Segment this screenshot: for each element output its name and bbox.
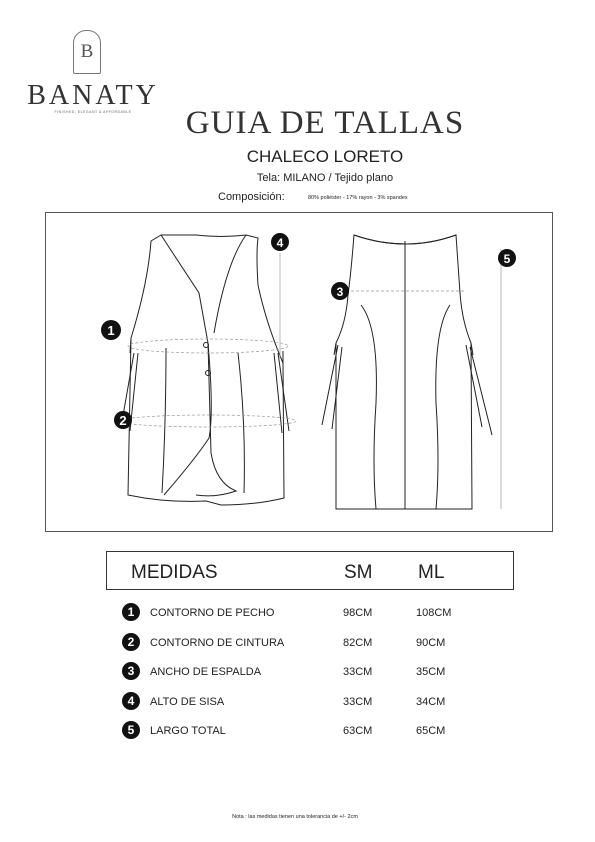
marker-3-label: 3: [336, 285, 344, 299]
product-name: CHALECO LORETO: [246, 147, 404, 166]
row-number-badge: 2: [122, 633, 140, 651]
composition-label: Composición:: [218, 191, 285, 203]
row-number-badge: 1: [122, 603, 140, 621]
tolerance-note: Nota : las medidas tienen una tolerancia de +/- 2cm: [232, 814, 358, 820]
header-measures: MEDIDAS: [131, 562, 218, 583]
measure-name: ALTO DE SISA: [150, 696, 225, 708]
value-ml: 65CM: [416, 725, 446, 737]
brand-tagline: FINISHED, ELEGANT & AFFORDABLE: [54, 110, 132, 114]
row-number-badge: 3: [122, 662, 140, 680]
page-title: GUIA DE TALLAS: [185, 105, 465, 141]
brand-initial: B: [80, 41, 94, 62]
garment-diagram: [45, 212, 553, 532]
table-row: [122, 721, 522, 741]
garment-illustration: [46, 213, 554, 533]
table-row: [122, 603, 522, 623]
measure-name: LARGO TOTAL: [150, 725, 226, 737]
marker-1-label: 1: [107, 323, 115, 338]
brand-name: BANATY: [27, 80, 159, 111]
value-ml: 35CM: [416, 666, 446, 678]
header-size-sm: SM: [344, 562, 373, 583]
measurement-guides: [120, 249, 501, 509]
value-sm: 98CM: [343, 607, 373, 619]
composition-value: 80% poliéster - 17% rayon - 3% spandex: [308, 195, 408, 201]
table-row: [122, 633, 522, 653]
value-ml: 90CM: [416, 637, 446, 649]
table-row: [122, 662, 522, 682]
fabric-info: Tela: MILANO / Tejido plano: [256, 172, 394, 184]
row-number-badge: 5: [122, 721, 140, 739]
marker-4-label: 4: [276, 236, 284, 250]
back-view-vest: [322, 235, 492, 509]
marker-2-label: 2: [119, 413, 127, 428]
table-row: [122, 692, 522, 712]
measure-name: CONTORNO DE PECHO: [150, 607, 275, 619]
front-view-vest: [121, 235, 289, 505]
value-sm: 63CM: [343, 725, 373, 737]
header-size-ml: ML: [418, 562, 445, 583]
measure-name: CONTORNO DE CINTURA: [150, 637, 285, 649]
diagram-markers: [101, 233, 516, 429]
value-ml: 108CM: [416, 607, 452, 619]
row-number-badge: 4: [122, 692, 140, 710]
table-header: [106, 551, 514, 590]
value-sm: 33CM: [343, 696, 373, 708]
measure-name: ANCHO DE ESPALDA: [150, 666, 262, 678]
value-sm: 82CM: [343, 637, 373, 649]
brand-logo-mark: [73, 30, 101, 74]
marker-5-label: 5: [503, 252, 511, 266]
value-ml: 34CM: [416, 696, 446, 708]
value-sm: 33CM: [343, 666, 373, 678]
